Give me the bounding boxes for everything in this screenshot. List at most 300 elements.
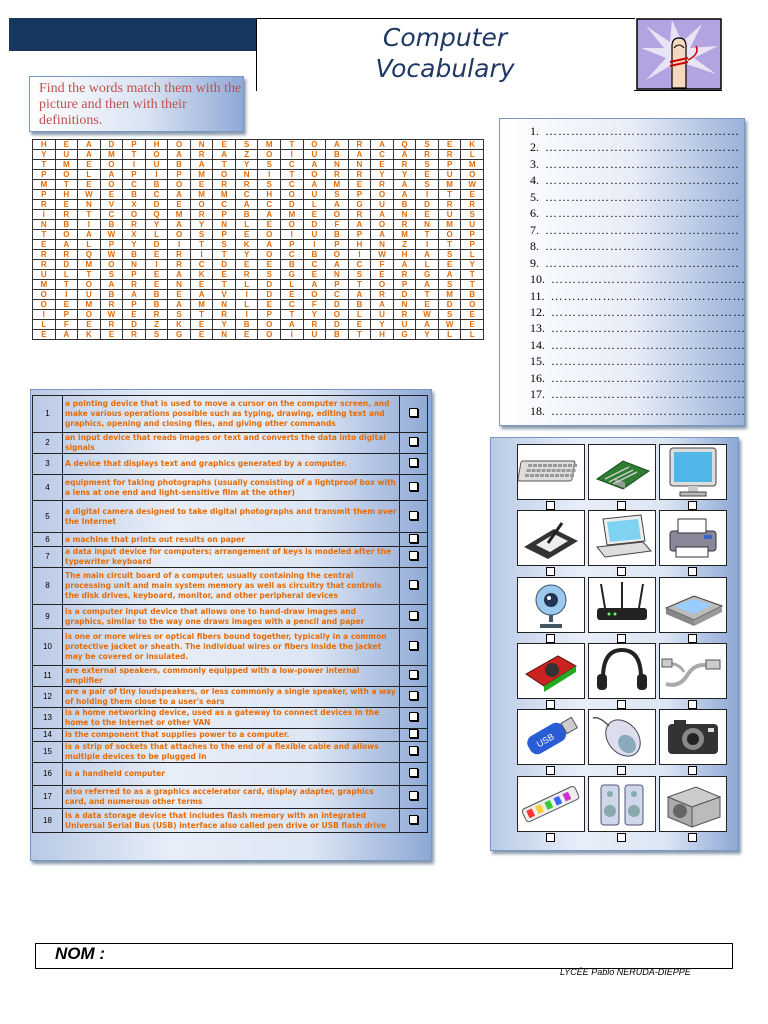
answer-line[interactable]: [530, 305, 746, 319]
grid-cell[interactable]: I: [145, 260, 168, 270]
grid-cell[interactable]: U: [303, 330, 326, 340]
grid-cell[interactable]: H: [393, 250, 416, 260]
grid-cell[interactable]: W: [371, 250, 394, 260]
grid-cell[interactable]: U: [303, 150, 326, 160]
grid-cell[interactable]: A: [213, 150, 236, 160]
grid-cell[interactable]: A: [168, 220, 191, 230]
grid-cell[interactable]: E: [371, 270, 394, 280]
grid-cell[interactable]: N: [416, 220, 439, 230]
grid-cell[interactable]: I: [168, 240, 191, 250]
grid-cell[interactable]: R: [416, 150, 439, 160]
grid-cell[interactable]: M: [78, 300, 101, 310]
grid-cell[interactable]: O: [55, 230, 78, 240]
picture-checkbox[interactable]: [617, 567, 626, 576]
grid-cell[interactable]: B: [461, 290, 484, 300]
grid-cell[interactable]: L: [348, 310, 371, 320]
grid-cell[interactable]: M: [213, 190, 236, 200]
grid-cell[interactable]: O: [326, 250, 349, 260]
grid-cell[interactable]: P: [438, 160, 461, 170]
grid-cell[interactable]: A: [168, 190, 191, 200]
grid-cell[interactable]: N: [393, 210, 416, 220]
answer-line[interactable]: [530, 256, 740, 270]
grid-cell[interactable]: C: [371, 150, 394, 160]
grid-cell[interactable]: Q: [145, 210, 168, 220]
picture-checkbox[interactable]: [688, 700, 697, 709]
grid-cell[interactable]: B: [326, 330, 349, 340]
grid-cell[interactable]: R: [393, 270, 416, 280]
grid-cell[interactable]: C: [281, 300, 304, 310]
grid-cell[interactable]: C: [258, 200, 281, 210]
grid-cell[interactable]: C: [281, 160, 304, 170]
grid-cell[interactable]: S: [213, 240, 236, 250]
grid-cell[interactable]: S: [438, 280, 461, 290]
grid-cell[interactable]: B: [281, 260, 304, 270]
grid-cell[interactable]: S: [326, 190, 349, 200]
grid-cell[interactable]: O: [258, 320, 281, 330]
grid-cell[interactable]: S: [168, 310, 191, 320]
grid-cell[interactable]: N: [371, 240, 394, 250]
grid-cell[interactable]: L: [461, 250, 484, 260]
grid-cell[interactable]: O: [168, 230, 191, 240]
grid-cell[interactable]: I: [55, 290, 78, 300]
grid-cell[interactable]: I: [416, 240, 439, 250]
definition-checkbox[interactable]: [409, 729, 418, 738]
grid-cell[interactable]: D: [326, 300, 349, 310]
grid-cell[interactable]: O: [78, 280, 101, 290]
definition-checkbox[interactable]: [409, 534, 418, 543]
grid-cell[interactable]: S: [190, 230, 213, 240]
grid-cell[interactable]: P: [348, 230, 371, 240]
grid-cell[interactable]: L: [33, 320, 56, 330]
grid-cell[interactable]: R: [190, 210, 213, 220]
grid-cell[interactable]: O: [100, 260, 123, 270]
grid-cell[interactable]: E: [416, 170, 439, 180]
grid-cell[interactable]: E: [258, 300, 281, 310]
grid-cell[interactable]: E: [33, 240, 56, 250]
grid-cell[interactable]: I: [281, 330, 304, 340]
grid-cell[interactable]: S: [145, 330, 168, 340]
answer-line[interactable]: [530, 387, 746, 401]
grid-cell[interactable]: M: [393, 230, 416, 240]
grid-cell[interactable]: A: [303, 280, 326, 290]
grid-cell[interactable]: S: [416, 160, 439, 170]
grid-cell[interactable]: O: [281, 190, 304, 200]
grid-cell[interactable]: M: [438, 180, 461, 190]
grid-cell[interactable]: K: [235, 240, 258, 250]
grid-cell[interactable]: L: [145, 230, 168, 240]
grid-cell[interactable]: O: [303, 140, 326, 150]
grid-cell[interactable]: R: [393, 220, 416, 230]
grid-cell[interactable]: O: [371, 220, 394, 230]
grid-cell[interactable]: A: [258, 210, 281, 220]
grid-cell[interactable]: G: [168, 330, 191, 340]
grid-cell[interactable]: Y: [33, 150, 56, 160]
grid-cell[interactable]: E: [55, 140, 78, 150]
grid-cell[interactable]: D: [258, 290, 281, 300]
grid-cell[interactable]: T: [33, 160, 56, 170]
grid-cell[interactable]: B: [145, 300, 168, 310]
grid-cell[interactable]: S: [438, 310, 461, 320]
grid-cell[interactable]: C: [326, 290, 349, 300]
grid-cell[interactable]: U: [371, 310, 394, 320]
grid-cell[interactable]: A: [190, 290, 213, 300]
grid-cell[interactable]: P: [281, 240, 304, 250]
answer-line[interactable]: [530, 140, 740, 154]
grid-cell[interactable]: P: [461, 230, 484, 240]
grid-cell[interactable]: P: [100, 240, 123, 250]
grid-cell[interactable]: W: [100, 230, 123, 240]
answer-line[interactable]: [530, 321, 746, 335]
grid-cell[interactable]: C: [348, 260, 371, 270]
grid-cell[interactable]: K: [78, 330, 101, 340]
picture-checkbox[interactable]: [617, 634, 626, 643]
grid-cell[interactable]: E: [190, 280, 213, 290]
grid-cell[interactable]: O: [190, 200, 213, 210]
grid-cell[interactable]: E: [168, 200, 191, 210]
grid-cell[interactable]: A: [326, 260, 349, 270]
grid-cell[interactable]: C: [213, 200, 236, 210]
grid-cell[interactable]: W: [416, 310, 439, 320]
grid-cell[interactable]: Y: [461, 260, 484, 270]
grid-cell[interactable]: M: [190, 170, 213, 180]
grid-cell[interactable]: R: [33, 250, 56, 260]
grid-cell[interactable]: E: [78, 160, 101, 170]
grid-cell[interactable]: P: [258, 310, 281, 320]
answer-line[interactable]: [530, 206, 740, 220]
grid-cell[interactable]: I: [303, 240, 326, 250]
grid-cell[interactable]: A: [393, 180, 416, 190]
grid-cell[interactable]: O: [100, 180, 123, 190]
grid-cell[interactable]: R: [123, 280, 146, 290]
picture-checkbox[interactable]: [546, 501, 555, 510]
grid-cell[interactable]: A: [168, 300, 191, 310]
grid-cell[interactable]: E: [235, 230, 258, 240]
grid-cell[interactable]: O: [123, 210, 146, 220]
definition-checkbox[interactable]: [409, 580, 418, 589]
grid-cell[interactable]: A: [371, 300, 394, 310]
grid-cell[interactable]: E: [235, 330, 258, 340]
grid-cell[interactable]: N: [213, 300, 236, 310]
picture-checkbox[interactable]: [617, 766, 626, 775]
definition-checkbox[interactable]: [409, 791, 418, 800]
grid-cell[interactable]: E: [461, 190, 484, 200]
grid-cell[interactable]: M: [438, 220, 461, 230]
grid-cell[interactable]: O: [33, 300, 56, 310]
grid-cell[interactable]: N: [213, 220, 236, 230]
grid-cell[interactable]: P: [326, 280, 349, 290]
picture-checkbox[interactable]: [546, 567, 555, 576]
grid-cell[interactable]: D: [145, 240, 168, 250]
grid-cell[interactable]: L: [55, 270, 78, 280]
grid-cell[interactable]: T: [55, 280, 78, 290]
grid-cell[interactable]: A: [78, 150, 101, 160]
definition-checkbox[interactable]: [409, 482, 418, 491]
grid-cell[interactable]: P: [213, 230, 236, 240]
grid-cell[interactable]: E: [190, 180, 213, 190]
grid-cell[interactable]: A: [78, 140, 101, 150]
grid-cell[interactable]: A: [303, 160, 326, 170]
grid-cell[interactable]: O: [438, 230, 461, 240]
grid-cell[interactable]: L: [461, 150, 484, 160]
grid-cell[interactable]: O: [168, 180, 191, 190]
grid-cell[interactable]: X: [123, 200, 146, 210]
grid-cell[interactable]: B: [100, 290, 123, 300]
grid-cell[interactable]: N: [235, 170, 258, 180]
grid-cell[interactable]: R: [461, 200, 484, 210]
grid-cell[interactable]: X: [123, 230, 146, 240]
answer-line[interactable]: [530, 124, 740, 138]
grid-cell[interactable]: O: [371, 280, 394, 290]
grid-cell[interactable]: U: [78, 290, 101, 300]
grid-cell[interactable]: R: [438, 200, 461, 210]
grid-cell[interactable]: E: [461, 310, 484, 320]
grid-cell[interactable]: P: [33, 170, 56, 180]
grid-cell[interactable]: D: [213, 260, 236, 270]
grid-cell[interactable]: P: [33, 190, 56, 200]
grid-cell[interactable]: E: [303, 270, 326, 280]
grid-cell[interactable]: A: [168, 150, 191, 160]
grid-cell[interactable]: A: [100, 170, 123, 180]
grid-cell[interactable]: E: [258, 260, 281, 270]
grid-cell[interactable]: Y: [371, 320, 394, 330]
grid-cell[interactable]: L: [235, 280, 258, 290]
grid-cell[interactable]: D: [393, 290, 416, 300]
grid-cell[interactable]: A: [303, 180, 326, 190]
grid-cell[interactable]: E: [100, 190, 123, 200]
grid-cell[interactable]: L: [416, 260, 439, 270]
grid-cell[interactable]: T: [461, 280, 484, 290]
grid-cell[interactable]: P: [123, 300, 146, 310]
grid-cell[interactable]: M: [258, 140, 281, 150]
grid-cell[interactable]: R: [326, 170, 349, 180]
grid-cell[interactable]: N: [123, 260, 146, 270]
answer-line[interactable]: [530, 338, 746, 352]
grid-cell[interactable]: V: [100, 200, 123, 210]
grid-cell[interactable]: S: [416, 180, 439, 190]
grid-cell[interactable]: R: [235, 270, 258, 280]
answer-line[interactable]: [530, 239, 740, 253]
grid-cell[interactable]: E: [438, 260, 461, 270]
picture-checkbox[interactable]: [617, 501, 626, 510]
grid-cell[interactable]: A: [371, 140, 394, 150]
definition-checkbox[interactable]: [409, 815, 418, 824]
picture-checkbox[interactable]: [617, 700, 626, 709]
grid-cell[interactable]: M: [190, 190, 213, 200]
grid-cell[interactable]: I: [190, 250, 213, 260]
grid-cell[interactable]: A: [348, 220, 371, 230]
grid-cell[interactable]: R: [168, 260, 191, 270]
grid-cell[interactable]: O: [258, 330, 281, 340]
grid-cell[interactable]: U: [461, 220, 484, 230]
grid-cell[interactable]: P: [168, 170, 191, 180]
picture-checkbox[interactable]: [546, 766, 555, 775]
grid-cell[interactable]: R: [303, 320, 326, 330]
grid-cell[interactable]: E: [303, 210, 326, 220]
grid-cell[interactable]: I: [348, 250, 371, 260]
grid-cell[interactable]: B: [168, 160, 191, 170]
grid-cell[interactable]: U: [438, 210, 461, 220]
grid-cell[interactable]: R: [371, 180, 394, 190]
grid-cell[interactable]: I: [235, 290, 258, 300]
grid-cell[interactable]: I: [281, 230, 304, 240]
grid-cell[interactable]: D: [145, 200, 168, 210]
grid-cell[interactable]: R: [348, 140, 371, 150]
grid-cell[interactable]: Y: [371, 170, 394, 180]
name-field[interactable]: [35, 943, 733, 969]
grid-cell[interactable]: P: [55, 310, 78, 320]
grid-cell[interactable]: T: [438, 240, 461, 250]
grid-cell[interactable]: P: [123, 270, 146, 280]
grid-cell[interactable]: M: [100, 150, 123, 160]
grid-cell[interactable]: N: [326, 270, 349, 280]
grid-cell[interactable]: L: [235, 300, 258, 310]
grid-cell[interactable]: T: [190, 310, 213, 320]
definition-checkbox[interactable]: [409, 408, 418, 417]
grid-cell[interactable]: A: [348, 150, 371, 160]
grid-cell[interactable]: S: [235, 140, 258, 150]
grid-cell[interactable]: O: [258, 250, 281, 260]
grid-cell[interactable]: O: [258, 150, 281, 160]
grid-cell[interactable]: E: [348, 320, 371, 330]
definition-checkbox[interactable]: [409, 511, 418, 520]
grid-cell[interactable]: S: [258, 270, 281, 280]
grid-cell[interactable]: G: [281, 270, 304, 280]
grid-cell[interactable]: M: [461, 160, 484, 170]
grid-cell[interactable]: I: [235, 310, 258, 320]
definition-checkbox[interactable]: [409, 746, 418, 755]
grid-cell[interactable]: E: [213, 270, 236, 280]
grid-cell[interactable]: T: [123, 150, 146, 160]
grid-cell[interactable]: U: [438, 170, 461, 180]
grid-cell[interactable]: O: [33, 290, 56, 300]
grid-cell[interactable]: I: [33, 310, 56, 320]
grid-cell[interactable]: R: [371, 290, 394, 300]
grid-cell[interactable]: U: [303, 190, 326, 200]
grid-cell[interactable]: P: [123, 170, 146, 180]
grid-cell[interactable]: Y: [145, 220, 168, 230]
picture-checkbox[interactable]: [546, 634, 555, 643]
grid-cell[interactable]: A: [393, 190, 416, 200]
grid-cell[interactable]: T: [461, 270, 484, 280]
grid-cell[interactable]: Z: [235, 150, 258, 160]
grid-cell[interactable]: B: [100, 220, 123, 230]
grid-cell[interactable]: B: [145, 290, 168, 300]
grid-cell[interactable]: T: [33, 230, 56, 240]
grid-cell[interactable]: M: [168, 210, 191, 220]
grid-cell[interactable]: T: [348, 280, 371, 290]
grid-cell[interactable]: A: [55, 330, 78, 340]
grid-cell[interactable]: E: [213, 140, 236, 150]
grid-cell[interactable]: R: [393, 310, 416, 320]
grid-cell[interactable]: P: [461, 240, 484, 250]
grid-cell[interactable]: R: [123, 330, 146, 340]
grid-cell[interactable]: N: [78, 200, 101, 210]
grid-cell[interactable]: W: [438, 320, 461, 330]
grid-cell[interactable]: N: [33, 220, 56, 230]
grid-cell[interactable]: P: [348, 190, 371, 200]
grid-cell[interactable]: R: [190, 150, 213, 160]
grid-cell[interactable]: I: [33, 210, 56, 220]
grid-cell[interactable]: E: [145, 270, 168, 280]
grid-cell[interactable]: C: [145, 190, 168, 200]
grid-cell[interactable]: M: [190, 300, 213, 310]
grid-cell[interactable]: C: [281, 180, 304, 190]
grid-cell[interactable]: T: [348, 330, 371, 340]
grid-cell[interactable]: T: [281, 140, 304, 150]
grid-cell[interactable]: L: [303, 200, 326, 210]
grid-cell[interactable]: A: [78, 230, 101, 240]
grid-cell[interactable]: C: [303, 260, 326, 270]
grid-cell[interactable]: E: [100, 330, 123, 340]
grid-cell[interactable]: G: [416, 270, 439, 280]
grid-cell[interactable]: B: [326, 150, 349, 160]
grid-cell[interactable]: D: [326, 320, 349, 330]
grid-cell[interactable]: V: [213, 290, 236, 300]
grid-cell[interactable]: U: [393, 320, 416, 330]
grid-cell[interactable]: R: [348, 210, 371, 220]
grid-cell[interactable]: Y: [235, 250, 258, 260]
grid-cell[interactable]: Q: [78, 250, 101, 260]
grid-cell[interactable]: O: [168, 140, 191, 150]
grid-cell[interactable]: H: [145, 140, 168, 150]
grid-cell[interactable]: O: [326, 210, 349, 220]
grid-cell[interactable]: S: [348, 270, 371, 280]
grid-cell[interactable]: T: [416, 290, 439, 300]
grid-cell[interactable]: P: [326, 240, 349, 250]
grid-cell[interactable]: D: [55, 260, 78, 270]
grid-cell[interactable]: R: [145, 310, 168, 320]
answer-line[interactable]: [530, 157, 740, 171]
grid-cell[interactable]: R: [393, 160, 416, 170]
grid-cell[interactable]: O: [55, 170, 78, 180]
grid-cell[interactable]: H: [348, 240, 371, 250]
grid-cell[interactable]: T: [281, 310, 304, 320]
grid-cell[interactable]: A: [416, 280, 439, 290]
grid-cell[interactable]: P: [393, 280, 416, 290]
picture-checkbox[interactable]: [688, 766, 697, 775]
grid-cell[interactable]: I: [281, 150, 304, 160]
grid-cell[interactable]: R: [438, 150, 461, 160]
grid-cell[interactable]: T: [190, 240, 213, 250]
grid-cell[interactable]: E: [461, 320, 484, 330]
grid-cell[interactable]: D: [258, 280, 281, 290]
grid-cell[interactable]: E: [416, 300, 439, 310]
grid-cell[interactable]: B: [235, 210, 258, 220]
grid-cell[interactable]: E: [78, 320, 101, 330]
picture-checkbox[interactable]: [688, 634, 697, 643]
grid-cell[interactable]: L: [78, 170, 101, 180]
grid-cell[interactable]: E: [55, 300, 78, 310]
grid-cell[interactable]: S: [416, 140, 439, 150]
grid-cell[interactable]: C: [281, 250, 304, 260]
grid-cell[interactable]: E: [348, 180, 371, 190]
grid-cell[interactable]: O: [303, 290, 326, 300]
grid-cell[interactable]: H: [33, 140, 56, 150]
grid-cell[interactable]: S: [438, 250, 461, 260]
grid-cell[interactable]: A: [258, 240, 281, 250]
grid-cell[interactable]: Z: [393, 240, 416, 250]
grid-cell[interactable]: D: [416, 200, 439, 210]
grid-cell[interactable]: I: [416, 190, 439, 200]
picture-checkbox[interactable]: [688, 567, 697, 576]
grid-cell[interactable]: Y: [235, 160, 258, 170]
grid-cell[interactable]: A: [190, 160, 213, 170]
grid-cell[interactable]: C: [100, 210, 123, 220]
grid-cell[interactable]: A: [326, 200, 349, 210]
grid-cell[interactable]: P: [123, 140, 146, 150]
definition-checkbox[interactable]: [409, 641, 418, 650]
grid-cell[interactable]: T: [213, 250, 236, 260]
